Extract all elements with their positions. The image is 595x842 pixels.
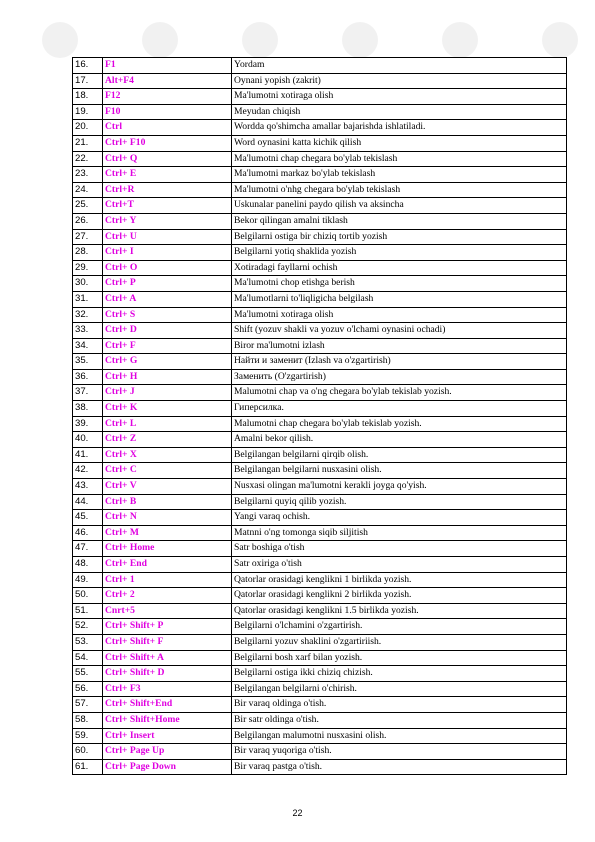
table-row: [73, 89, 567, 105]
shortcut-description: Ma'lumotni markaz bo'ylab tekislash: [232, 167, 567, 183]
row-number: 41.: [73, 447, 103, 463]
row-number: 55.: [73, 666, 103, 682]
shortcut-description: Ma'lumotlarni to'liqligicha belgilash: [232, 291, 567, 307]
shortcut-key: Ctrl+ D: [103, 323, 232, 339]
shortcut-key: Ctrl: [103, 120, 232, 136]
table-row: [73, 463, 567, 479]
shortcut-key: Ctrl+ Shift+ A: [103, 650, 232, 666]
table-row: [73, 58, 567, 74]
table-row: [73, 229, 567, 245]
table-row: [73, 447, 567, 463]
table-row: [73, 104, 567, 120]
row-number: 37.: [73, 385, 103, 401]
row-number: 33.: [73, 323, 103, 339]
row-number: 26.: [73, 213, 103, 229]
shortcut-key: Ctrl+ G: [103, 354, 232, 370]
row-number: 53.: [73, 634, 103, 650]
table-row: [73, 135, 567, 151]
shortcut-description: Amalni bekor qilish.: [232, 432, 567, 448]
table-row: [73, 494, 567, 510]
shortcut-table: [72, 57, 567, 775]
row-number: 18.: [73, 89, 103, 105]
shortcut-description: Ma'lumotni chap chegara bo'ylab tekislash: [232, 151, 567, 167]
row-number: 31.: [73, 291, 103, 307]
row-number: 29.: [73, 260, 103, 276]
shortcut-key: Ctrl+ Shift+End: [103, 697, 232, 713]
shortcut-description: Bir satr oldinga o'tish.: [232, 712, 567, 728]
row-number: 61.: [73, 759, 103, 775]
row-number: 27.: [73, 229, 103, 245]
shortcut-description: Bir varaq yuqoriga o'tish.: [232, 744, 567, 760]
table-row: [73, 354, 567, 370]
row-number: 23.: [73, 167, 103, 183]
shortcut-description: Найти и заменит (Izlash va o'zgartirish): [232, 354, 567, 370]
table-row: [73, 245, 567, 261]
shortcut-key: Ctrl+ Page Up: [103, 744, 232, 760]
shortcut-description: Bir varaq pastga o'tish.: [232, 759, 567, 775]
shortcut-description: Belgilangan belgilarni o'chirish.: [232, 681, 567, 697]
row-number: 59.: [73, 728, 103, 744]
shortcut-description: Ma'lumotni o'nhg chegara bo'ylab tekislash: [232, 182, 567, 198]
table-row: [73, 120, 567, 136]
shortcut-description: Заменить (O'zgartirish): [232, 369, 567, 385]
shortcut-description: Matnni o'ng tomonga siqib siljitish: [232, 525, 567, 541]
shortcut-description: Qatorlar orasidagi kenglikni 1 birlikda yozish.: [232, 572, 567, 588]
table-row: [73, 572, 567, 588]
row-number: 45.: [73, 510, 103, 526]
shortcut-description: Yangi varaq ochish.: [232, 510, 567, 526]
row-number: 48.: [73, 557, 103, 573]
shortcut-description: Nusxasi olingan ma'lumotni kerakli joyga qo'yish.: [232, 479, 567, 495]
row-number: 43.: [73, 479, 103, 495]
shortcut-description: Uskunalar panelini paydo qilish va aksincha: [232, 198, 567, 214]
shortcut-description: Malumotni chap chegara bo'ylab tekislab yozish.: [232, 416, 567, 432]
table-row: [73, 510, 567, 526]
shortcut-description: Belgilarni ostiga bir chiziq tortib yozish: [232, 229, 567, 245]
shortcut-key: Ctrl+ V: [103, 479, 232, 495]
shortcut-description: Yordam: [232, 58, 567, 74]
row-number: 36.: [73, 369, 103, 385]
shortcut-description: Ma'lumotni xotiraga olish: [232, 307, 567, 323]
shortcut-key: Ctrl+ 1: [103, 572, 232, 588]
row-number: 30.: [73, 276, 103, 292]
row-number: 34.: [73, 338, 103, 354]
shortcut-key: Ctrl+ A: [103, 291, 232, 307]
shortcut-key: Ctrl+ L: [103, 416, 232, 432]
shortcut-key: Ctrl+ Shift+ F: [103, 634, 232, 650]
row-number: 35.: [73, 354, 103, 370]
shortcut-key: Ctrl+ Home: [103, 541, 232, 557]
shortcut-key: Ctrl+ End: [103, 557, 232, 573]
table-row: [73, 182, 567, 198]
shortcut-description: Belgilarni yotiq shaklida yozish: [232, 245, 567, 261]
shortcut-key: Ctrl+ C: [103, 463, 232, 479]
shortcut-key: Ctrl+ 2: [103, 588, 232, 604]
table-row: [73, 728, 567, 744]
row-number: 50.: [73, 588, 103, 604]
table-row: [73, 525, 567, 541]
shortcut-key: Ctrl+ Insert: [103, 728, 232, 744]
row-number: 44.: [73, 494, 103, 510]
shortcut-key: Ctrl+ O: [103, 260, 232, 276]
shortcut-key: Ctrl+R: [103, 182, 232, 198]
table-row: [73, 697, 567, 713]
row-number: 49.: [73, 572, 103, 588]
row-number: 58.: [73, 712, 103, 728]
shortcut-description: Ma'lumotni xotiraga olish: [232, 89, 567, 105]
table-row: [73, 323, 567, 339]
table-row: [73, 213, 567, 229]
shortcut-key: Ctrl+ Shift+ D: [103, 666, 232, 682]
shortcut-key: Ctrl+ Z: [103, 432, 232, 448]
shortcut-key: Ctrl+ N: [103, 510, 232, 526]
shortcut-key: Ctrl+ Y: [103, 213, 232, 229]
table-row: [73, 681, 567, 697]
table-row: [73, 650, 567, 666]
table-row: [73, 759, 567, 775]
table-row: [73, 291, 567, 307]
shortcut-key: Ctrl+ Shift+Home: [103, 712, 232, 728]
table-row: [73, 634, 567, 650]
row-number: 51.: [73, 603, 103, 619]
table-row: [73, 603, 567, 619]
row-number: 28.: [73, 245, 103, 261]
row-number: 47.: [73, 541, 103, 557]
shortcut-description: Belgilangan belgilarni nusxasini olish.: [232, 463, 567, 479]
shortcut-key: F10: [103, 104, 232, 120]
shortcut-key: F1: [103, 58, 232, 74]
row-number: 39.: [73, 416, 103, 432]
shortcut-key: F12: [103, 89, 232, 105]
shortcut-description: Belgilarni quyiq qilib yozish.: [232, 494, 567, 510]
shortcut-key: Ctrl+ S: [103, 307, 232, 323]
shortcut-description: Belgilarni yozuv shaklini o'zgartiriish.: [232, 634, 567, 650]
table-row: [73, 276, 567, 292]
shortcut-key: Ctrl+ Shift+ P: [103, 619, 232, 635]
row-number: 32.: [73, 307, 103, 323]
table-row: [73, 73, 567, 89]
table-row: [73, 167, 567, 183]
shortcut-description: Wordda qo'shimcha amallar bajarishda ishlatiladi.: [232, 120, 567, 136]
row-number: 52.: [73, 619, 103, 635]
shortcut-key: Ctrl+ K: [103, 401, 232, 417]
row-number: 56.: [73, 681, 103, 697]
shortcut-description: Word oynasini katta kichik qilish: [232, 135, 567, 151]
shortcut-key: Ctrl+ Page Down: [103, 759, 232, 775]
shortcut-description: Shift (yozuv shakli va yozuv o'lchami oynasini ochadi): [232, 323, 567, 339]
table-row: [73, 307, 567, 323]
row-number: 42.: [73, 463, 103, 479]
shortcut-key: Ctrl+ F10: [103, 135, 232, 151]
row-number: 25.: [73, 198, 103, 214]
row-number: 57.: [73, 697, 103, 713]
row-number: 60.: [73, 744, 103, 760]
table-row: [73, 416, 567, 432]
row-number: 46.: [73, 525, 103, 541]
table-row: [73, 401, 567, 417]
shortcut-description: Satr oxiriga o'tish: [232, 557, 567, 573]
shortcut-description: Belgilangan malumotni nusxasini olish.: [232, 728, 567, 744]
row-number: 24.: [73, 182, 103, 198]
row-number: 54.: [73, 650, 103, 666]
table-row: [73, 744, 567, 760]
shortcut-key: Ctrl+ B: [103, 494, 232, 510]
table-row: [73, 557, 567, 573]
table-row: [73, 541, 567, 557]
shortcut-key: Ctrl+ F: [103, 338, 232, 354]
shortcut-description: Biror ma'lumotni izlash: [232, 338, 567, 354]
shortcut-description: Bekor qilingan amalni tiklash: [232, 213, 567, 229]
shortcut-key: Ctrl+ Q: [103, 151, 232, 167]
shortcut-key: Cnrt+5: [103, 603, 232, 619]
table-row: [73, 385, 567, 401]
table-row: [73, 588, 567, 604]
shortcut-key: Ctrl+ M: [103, 525, 232, 541]
shortcut-description: Belgilarni bosh xarf bilan yozish.: [232, 650, 567, 666]
table-row: [73, 619, 567, 635]
table-row: [73, 712, 567, 728]
shortcut-description: Ma'lumotni chop etishga berish: [232, 276, 567, 292]
row-number: 21.: [73, 135, 103, 151]
shortcut-key: Alt+F4: [103, 73, 232, 89]
shortcut-description: Qatorlar orasidagi kenglikni 1.5 birlikda yozish.: [232, 603, 567, 619]
shortcut-key: Ctrl+ J: [103, 385, 232, 401]
table-row: [73, 338, 567, 354]
shortcut-description: Xotiradagi fayllarni ochish: [232, 260, 567, 276]
shortcut-key: Ctrl+ U: [103, 229, 232, 245]
row-number: 40.: [73, 432, 103, 448]
table-row: [73, 479, 567, 495]
shortcut-description: Meyudan chiqish: [232, 104, 567, 120]
shortcut-key: Ctrl+ I: [103, 245, 232, 261]
table-row: [73, 432, 567, 448]
shortcut-description: Satr boshiga o'tish: [232, 541, 567, 557]
row-number: 20.: [73, 120, 103, 136]
shortcut-description: Belgilangan belgilarni qirqib olish.: [232, 447, 567, 463]
shortcut-description: Malumotni chap va o'ng chegara bo'ylab tekislab yozish.: [232, 385, 567, 401]
shortcut-key: Ctrl+ F3: [103, 681, 232, 697]
shortcut-description: Belgilarni o'lchamini o'zgartirish.: [232, 619, 567, 635]
table-row: [73, 369, 567, 385]
row-number: 17.: [73, 73, 103, 89]
shortcut-description: Гиперсилка.: [232, 401, 567, 417]
row-number: 22.: [73, 151, 103, 167]
shortcut-table-body: [73, 58, 567, 775]
row-number: 38.: [73, 401, 103, 417]
table-row: [73, 198, 567, 214]
row-number: 16.: [73, 58, 103, 74]
row-number: 19.: [73, 104, 103, 120]
shortcut-key: Ctrl+ E: [103, 167, 232, 183]
table-row: [73, 260, 567, 276]
shortcut-description: Belgilarni ostiga ikki chiziq chizish.: [232, 666, 567, 682]
shortcut-key: Ctrl+T: [103, 198, 232, 214]
table-row: [73, 666, 567, 682]
page-number: 22: [292, 808, 303, 818]
shortcut-key: Ctrl+ H: [103, 369, 232, 385]
table-row: [73, 151, 567, 167]
shortcut-key: Ctrl+ P: [103, 276, 232, 292]
shortcut-description: Bir varaq oldinga o'tish.: [232, 697, 567, 713]
shortcut-description: Qatorlar orasidagi kenglikni 2 birlikda yozish.: [232, 588, 567, 604]
shortcut-key: Ctrl+ X: [103, 447, 232, 463]
shortcut-description: Oynani yopish (zakrit): [232, 73, 567, 89]
